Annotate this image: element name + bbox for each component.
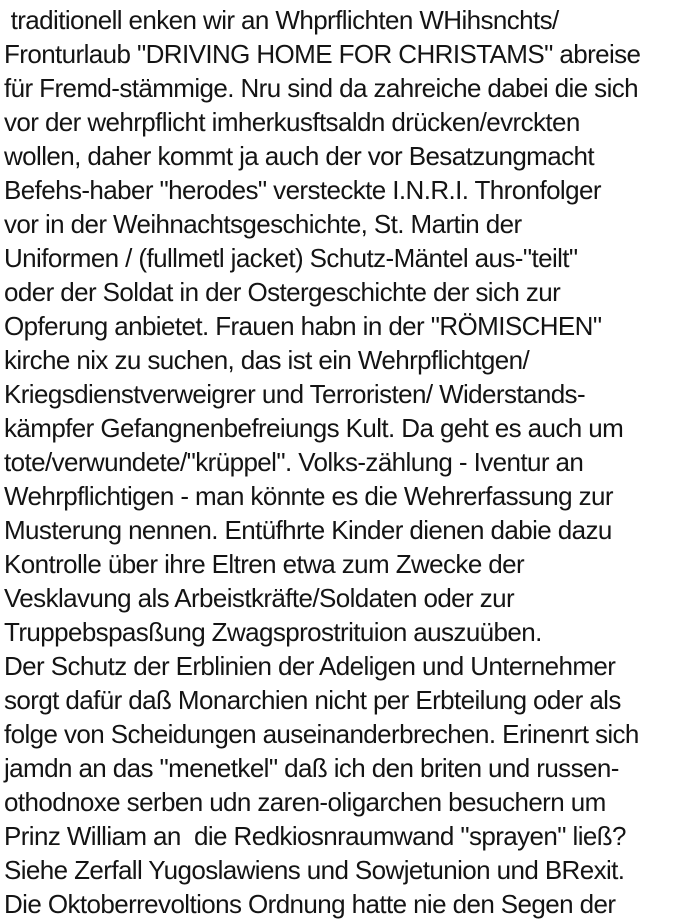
text-line: Die Oktoberrevoltions Ordnung hatte nie den Segen der bbox=[4, 889, 616, 919]
text-line: für Fremd-stämmige. Nru sind da zahreiche dabei die sich bbox=[4, 73, 639, 103]
text-line: Uniformen / (fullmetl jacket) Schutz-Mäntel aus-"teilt" bbox=[4, 243, 578, 273]
text-line: oder der Soldat in der Ostergeschichte der sich zur bbox=[4, 277, 561, 307]
text-line: kämpfer Gefangnenbefreiungs Kult. Da geht es auch um bbox=[4, 413, 624, 443]
text-line: kirche nix zu suchen, das ist ein Wehrpflichtgen/ bbox=[4, 345, 530, 375]
text-line: Opferung anbietet. Frauen habn in der "RÖMISCHEN" bbox=[4, 311, 602, 341]
document-text bbox=[4, 3, 684, 920]
text-line: Befehs-haber "herodes" versteckte I.N.R.I. Thronfolger bbox=[4, 175, 601, 205]
text-line: Kontrolle über ihre Eltren etwa zum Zwecke der bbox=[4, 549, 525, 579]
text-line: vor in der Weihnachtsgeschichte, St. Martin der bbox=[4, 209, 522, 239]
text-line: sorgt dafür daß Monarchien nicht per Erbteilung oder als bbox=[4, 685, 621, 715]
text-line: Kriegsdienstverweigrer und Terroristen/ Widerstands- bbox=[4, 379, 586, 409]
text-line: traditionell enken wir an Whprflichten WHihsnchts/ bbox=[4, 5, 559, 35]
text-line: Wehrpflichtigen - man könnte es die Wehrerfassung zur bbox=[4, 481, 613, 511]
text-line: Vesklavung als Arbeistkräfte/Soldaten oder zur bbox=[4, 583, 515, 613]
text-line: Siehe Zerfall Yugoslawiens und Sowjetunion und BRexit. bbox=[4, 855, 625, 885]
text-line: tote/verwundete/"krüppel". Volks-zählung - Iventur an bbox=[4, 447, 584, 477]
text-line: Fronturlaub "DRIVING HOME FOR CHRISTAMS" abreise bbox=[4, 39, 641, 69]
text-line: jamdn an das "menetkel" daß ich den briten und russen- bbox=[4, 753, 619, 783]
text-line: Der Schutz der Erblinien der Adeligen und Unternehmer bbox=[4, 651, 616, 681]
text-line: Truppebspasßung Zwagsprostrituion auszuüben. bbox=[4, 617, 542, 647]
text-line: othodnoxe serben udn zaren-oligarchen besuchern um bbox=[4, 787, 606, 817]
text-line: Prinz William an die Redkiosnraumwand "sprayen" ließ? bbox=[4, 821, 626, 851]
text-line: wollen, daher kommt ja auch der vor Besatzungmacht bbox=[4, 141, 594, 171]
text-line: folge von Scheidungen auseinanderbrechen. Erinenrt sich bbox=[4, 719, 639, 749]
text-line: vor der wehrpflicht imherkusftsaldn drücken/evrckten bbox=[4, 107, 580, 137]
text-line: Musterung nennen. Entüfhrte Kinder dienen dabie dazu bbox=[4, 515, 612, 545]
